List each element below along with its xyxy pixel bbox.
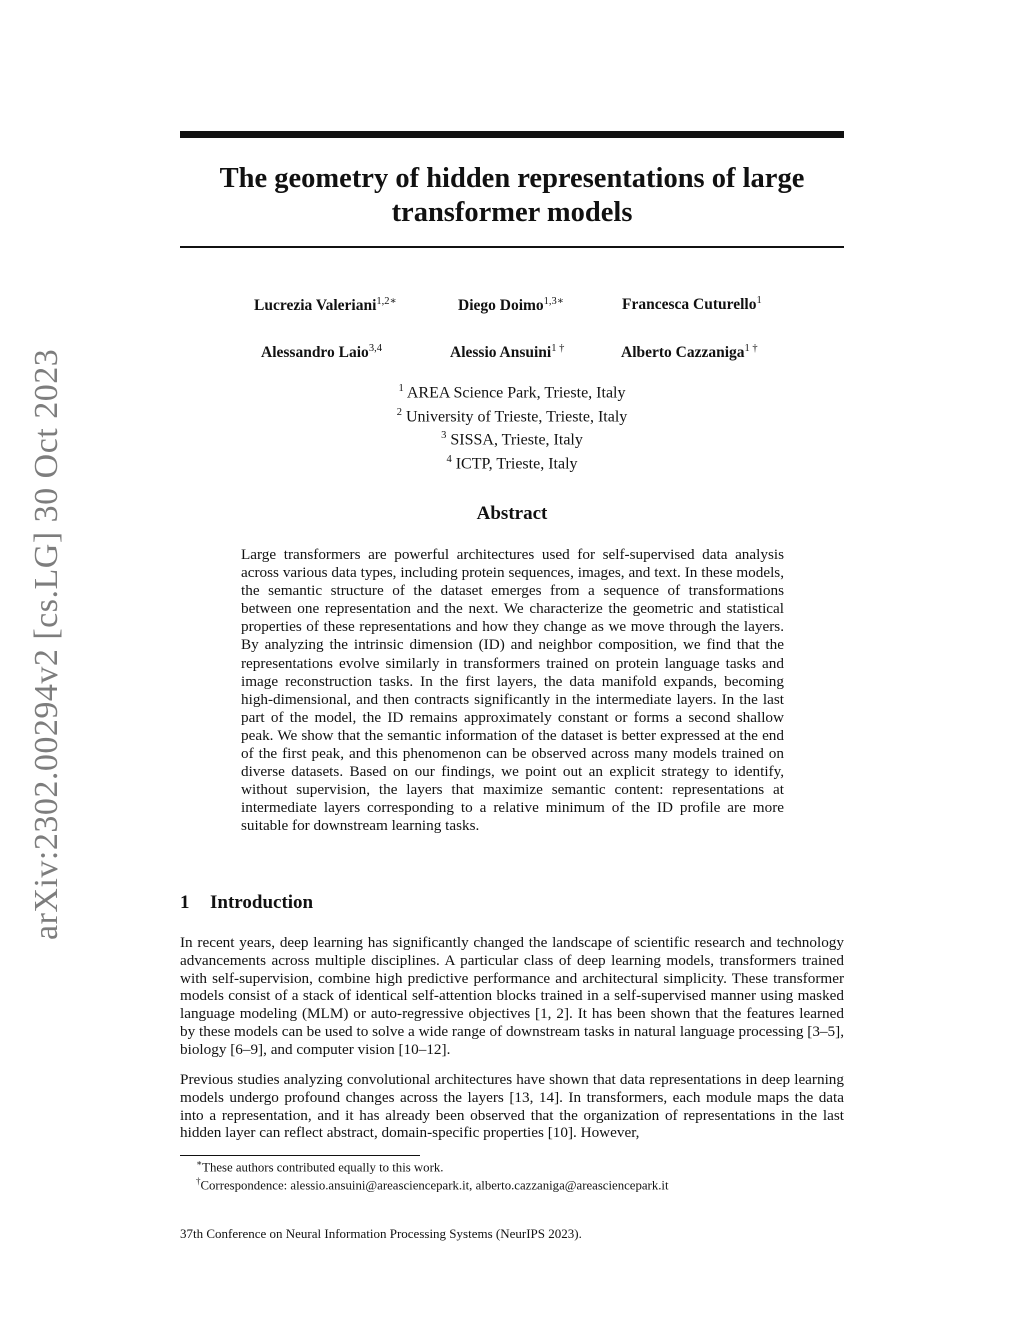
intro-paragraph-1: In recent years, deep learning has significantly changed the landscape of scientific research and technology advancements across multiple disciplines. A particular class of deep learning models, transformers trained with self-supervision, combine high predictive performance and architectural simplicity. These transformer models consist of a stack of identical self-attention blocks trained in a self-supervised manner using masked language modeling (MLM) or auto-regressive objectives [1, 2]. It has been shown that the features learned by these models can be used to solve a wide range of downstream tasks in natural language processing [3–5], biology [6–9], and computer vision [10–12]. bbox=[180, 934, 844, 1058]
author-name: Francesca Cuturello bbox=[622, 296, 757, 314]
author-3 bbox=[622, 295, 762, 314]
author-4 bbox=[261, 343, 382, 362]
affiliation-1 bbox=[180, 379, 844, 403]
section-title: Introduction bbox=[210, 892, 314, 913]
author-1 bbox=[254, 295, 397, 315]
intro-paragraph-2: Previous studies analyzing convolutional architectures have shown that data representations in deep learning models undergo profound changes across the layers [13, 14]. In transformers, each module maps the data into a representation, and it has already been observed that the organization of representations in the last hidden layer can reflect abstract, domain-specific properties [10]. However, bbox=[180, 1071, 844, 1142]
affiliation-number: 4 bbox=[446, 453, 452, 465]
section-number: 1 bbox=[180, 892, 190, 913]
footnote-equal-contribution bbox=[196, 1158, 443, 1175]
footnote-mark: ∗ bbox=[196, 1158, 203, 1168]
author-2 bbox=[458, 295, 564, 315]
author-affil-marks: 1,2∗ bbox=[376, 296, 397, 307]
author-affil-marks: 1 bbox=[756, 295, 762, 306]
author-affil-marks: 1,3∗ bbox=[543, 296, 564, 307]
author-name: Alessandro Laio bbox=[261, 344, 369, 362]
author-6 bbox=[621, 343, 758, 362]
affiliation-text: University of Trieste, Trieste, Italy bbox=[405, 407, 628, 425]
title-top-rule bbox=[180, 131, 844, 138]
author-name: Diego Doimo bbox=[458, 297, 544, 315]
affiliation-number: 3 bbox=[441, 430, 447, 442]
conference-footer: 37th Conference on Neural Information Processing Systems (NeurIPS 2023). bbox=[180, 1226, 582, 1241]
affiliation-number: 2 bbox=[396, 406, 402, 418]
author-5 bbox=[450, 343, 564, 362]
affiliation-3 bbox=[180, 426, 844, 450]
affiliation-2 bbox=[180, 403, 844, 427]
affiliation-number: 1 bbox=[398, 383, 404, 394]
title-bottom-rule bbox=[180, 246, 844, 248]
paper-title: The geometry of hidden representations of large transformer models bbox=[219, 163, 805, 228]
arxiv-stamp: arXiv:2302.00294v2 [cs.LG] 30 Oct 2023 bbox=[28, 348, 65, 940]
footnote-rule bbox=[180, 1155, 420, 1156]
section-heading-introduction bbox=[180, 892, 313, 914]
affiliations bbox=[180, 379, 844, 474]
affiliation-text: AREA Science Park, Trieste, Italy bbox=[406, 384, 626, 402]
abstract-body: Large transformers are powerful architectures used for self-supervised data analysis across various data types, including protein sequences, images, and text. In these models, the semantic structure of the dataset emerges from a sequence of transformations between one representation and the next. We characterize the geometric and statistical properties of these representations and how they change as we move through the layers. By analyzing the intrinsic dimension (ID) and neighbor composition, we find that the representations evolve similarly in transformers trained on protein language tasks and image reconstruction tasks. In the first layers, the data manifold expands, becoming high-dimensional, and then contracts significantly in the intermediate layers. In the last part of the model, the ID remains approximately constant or forms a second shallow peak. We show that the semantic information of the dataset is better expressed at the end of the first peak, and this phenomenon can be observed across many models trained on diverse datasets. Based on our findings, we point out an explicit strategy to identify, without supervision, the layers that maximize semantic content: representations at intermediate layers corresponding to a relative minimum of the ID profile are more suitable for downstream learning tasks. bbox=[241, 546, 784, 835]
author-name: Alberto Cazzaniga bbox=[621, 344, 745, 362]
author-affil-marks: 3,4 bbox=[368, 343, 382, 354]
abstract-heading: Abstract bbox=[476, 503, 548, 524]
footnote-mark: † bbox=[196, 1176, 201, 1186]
author-affil-marks: 1 † bbox=[551, 343, 565, 354]
author-name: Lucrezia Valeriani bbox=[254, 297, 377, 315]
affiliation-text: SISSA, Trieste, Italy bbox=[450, 431, 583, 449]
affiliation-text: ICTP, Trieste, Italy bbox=[455, 455, 578, 473]
footnote-correspondence bbox=[196, 1176, 669, 1193]
footnote-text: These authors contributed equally to this work. bbox=[202, 1160, 444, 1175]
author-affil-marks: 1 † bbox=[744, 343, 758, 354]
affiliation-4 bbox=[180, 450, 844, 474]
author-name: Alessio Ansuini bbox=[450, 344, 552, 362]
footnote-text: Correspondence: alessio.ansuini@areasciencepark.it, alberto.cazzaniga@areasciencepark.it bbox=[200, 1178, 669, 1193]
